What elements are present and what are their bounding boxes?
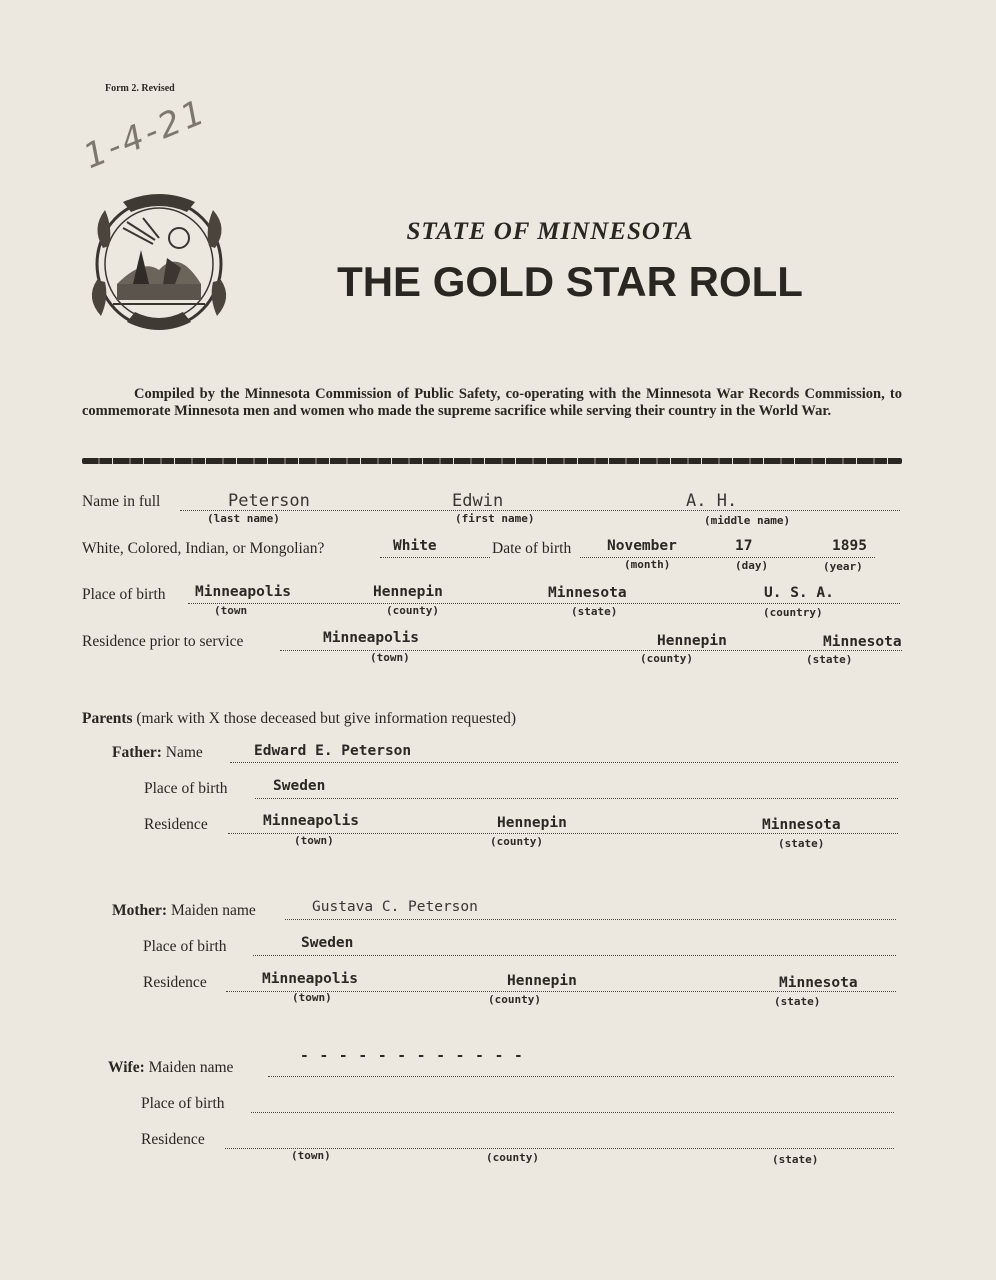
father-pob-label: Place of birth — [144, 780, 228, 797]
wife-pob-line — [251, 1112, 894, 1113]
father-pob-line — [255, 798, 898, 799]
residence-state-caption: (state) — [806, 653, 853, 666]
pencil-annotation: 1-4-21 — [78, 91, 213, 178]
mother-town-value: Minneapolis — [262, 971, 359, 987]
state-seal-icon — [83, 188, 235, 338]
last-name-value: Peterson — [228, 491, 310, 511]
mother-label — [112, 902, 256, 920]
wife-state-caption: (state) — [772, 1153, 819, 1166]
pob-country-caption: (country) — [763, 606, 823, 619]
state-title: STATE OF MINNESOTA — [406, 218, 694, 245]
mother-name-label: Maiden name — [170, 902, 256, 919]
parents-heading: Parents — [82, 710, 133, 727]
wife-town-caption: (town) — [291, 1149, 331, 1162]
mother-name-value: Gustava C. Peterson — [312, 899, 478, 915]
mother-county-caption: (county) — [488, 993, 541, 1006]
father-pob-value: Sweden — [273, 778, 326, 794]
father-heading: Father: — [112, 744, 162, 761]
father-state-caption: (state) — [778, 837, 825, 850]
decorative-rule — [82, 458, 902, 464]
birth-year-value: 1895 — [832, 538, 867, 554]
race-line — [380, 557, 490, 558]
parents-note: (mark with X those deceased but give information requested) — [136, 710, 517, 727]
birth-day-value: 17 — [735, 538, 753, 554]
wife-res-label: Residence — [141, 1131, 205, 1148]
residence-town-value: Minneapolis — [323, 630, 420, 646]
mother-pob-value: Sweden — [301, 935, 354, 951]
mother-town-caption: (town) — [292, 991, 332, 1004]
dob-label: Date of birth — [492, 540, 572, 557]
wife-heading: Wife: — [108, 1059, 145, 1076]
form-number: Form 2. Revised — [105, 83, 175, 94]
last-name-caption: (last name) — [207, 512, 280, 525]
mother-county-value: Hennepin — [507, 973, 577, 989]
pob-line — [188, 603, 900, 604]
father-state-value: Minnesota — [762, 817, 841, 833]
mother-res-label: Residence — [143, 974, 207, 991]
mother-pob-label: Place of birth — [143, 938, 227, 955]
residence-state-value: Minnesota — [823, 634, 902, 650]
middle-name-value: A. H. — [686, 491, 738, 511]
first-name-value: Edwin — [452, 491, 504, 511]
father-county-value: Hennepin — [497, 815, 567, 831]
residence-county-caption: (county) — [640, 652, 693, 665]
wife-name-value: - - - - - - - - - - - - — [300, 1048, 524, 1064]
main-title: THE GOLD STAR ROLL — [337, 258, 803, 305]
father-name-value: Edward E. Peterson — [254, 743, 412, 759]
pob-state-caption: (state) — [571, 605, 618, 618]
mother-state-caption: (state) — [774, 995, 821, 1008]
father-town-value: Minneapolis — [263, 813, 360, 829]
wife-name-line — [268, 1076, 894, 1077]
pob-county-caption: (county) — [386, 604, 439, 617]
pob-town-caption: (town — [214, 604, 248, 617]
wife-pob-label: Place of birth — [141, 1095, 225, 1112]
mother-heading: Mother: — [112, 902, 168, 919]
residence-town-caption: (town) — [370, 651, 410, 664]
first-name-caption: (first name) — [455, 512, 535, 525]
pob-country-value: U. S. A. — [764, 585, 834, 601]
mother-pob-line — [253, 955, 896, 956]
year-caption: (year) — [823, 560, 863, 573]
name-label: Name in full — [82, 493, 161, 510]
father-county-caption: (county) — [490, 835, 543, 848]
month-caption: (month) — [624, 558, 671, 571]
race-label: White, Colored, Indian, or Mongolian? — [82, 540, 325, 557]
father-res-label: Residence — [144, 816, 208, 833]
mother-name-line — [285, 919, 896, 920]
parents-section — [82, 710, 516, 728]
middle-name-caption: (middle name) — [704, 514, 791, 527]
father-town-caption: (town) — [294, 834, 334, 847]
wife-name-label: Maiden name — [148, 1059, 234, 1076]
pob-county-value: Hennepin — [373, 584, 443, 600]
intro-paragraph: Compiled by the Minnesota Commission of Public Safety, co-operating with the Minnesota War Records Commission, to commemorate Minnesota men and women who made the supreme sacrifice while serving their country in the World War. — [82, 386, 902, 419]
father-name-label: Name — [165, 744, 203, 761]
race-value: White — [393, 538, 437, 554]
father-name-line — [230, 762, 898, 763]
birth-month-value: November — [607, 538, 677, 554]
residence-county-value: Hennepin — [657, 633, 727, 649]
residence-label: Residence prior to service — [82, 633, 244, 650]
pob-town-value: Minneapolis — [195, 584, 292, 600]
pob-state-value: Minnesota — [548, 585, 627, 601]
wife-county-caption: (county) — [486, 1151, 539, 1164]
mother-state-value: Minnesota — [779, 975, 858, 991]
wife-label — [108, 1059, 233, 1077]
father-label — [112, 744, 203, 762]
day-caption: (day) — [735, 559, 769, 572]
pob-label: Place of birth — [82, 586, 166, 603]
